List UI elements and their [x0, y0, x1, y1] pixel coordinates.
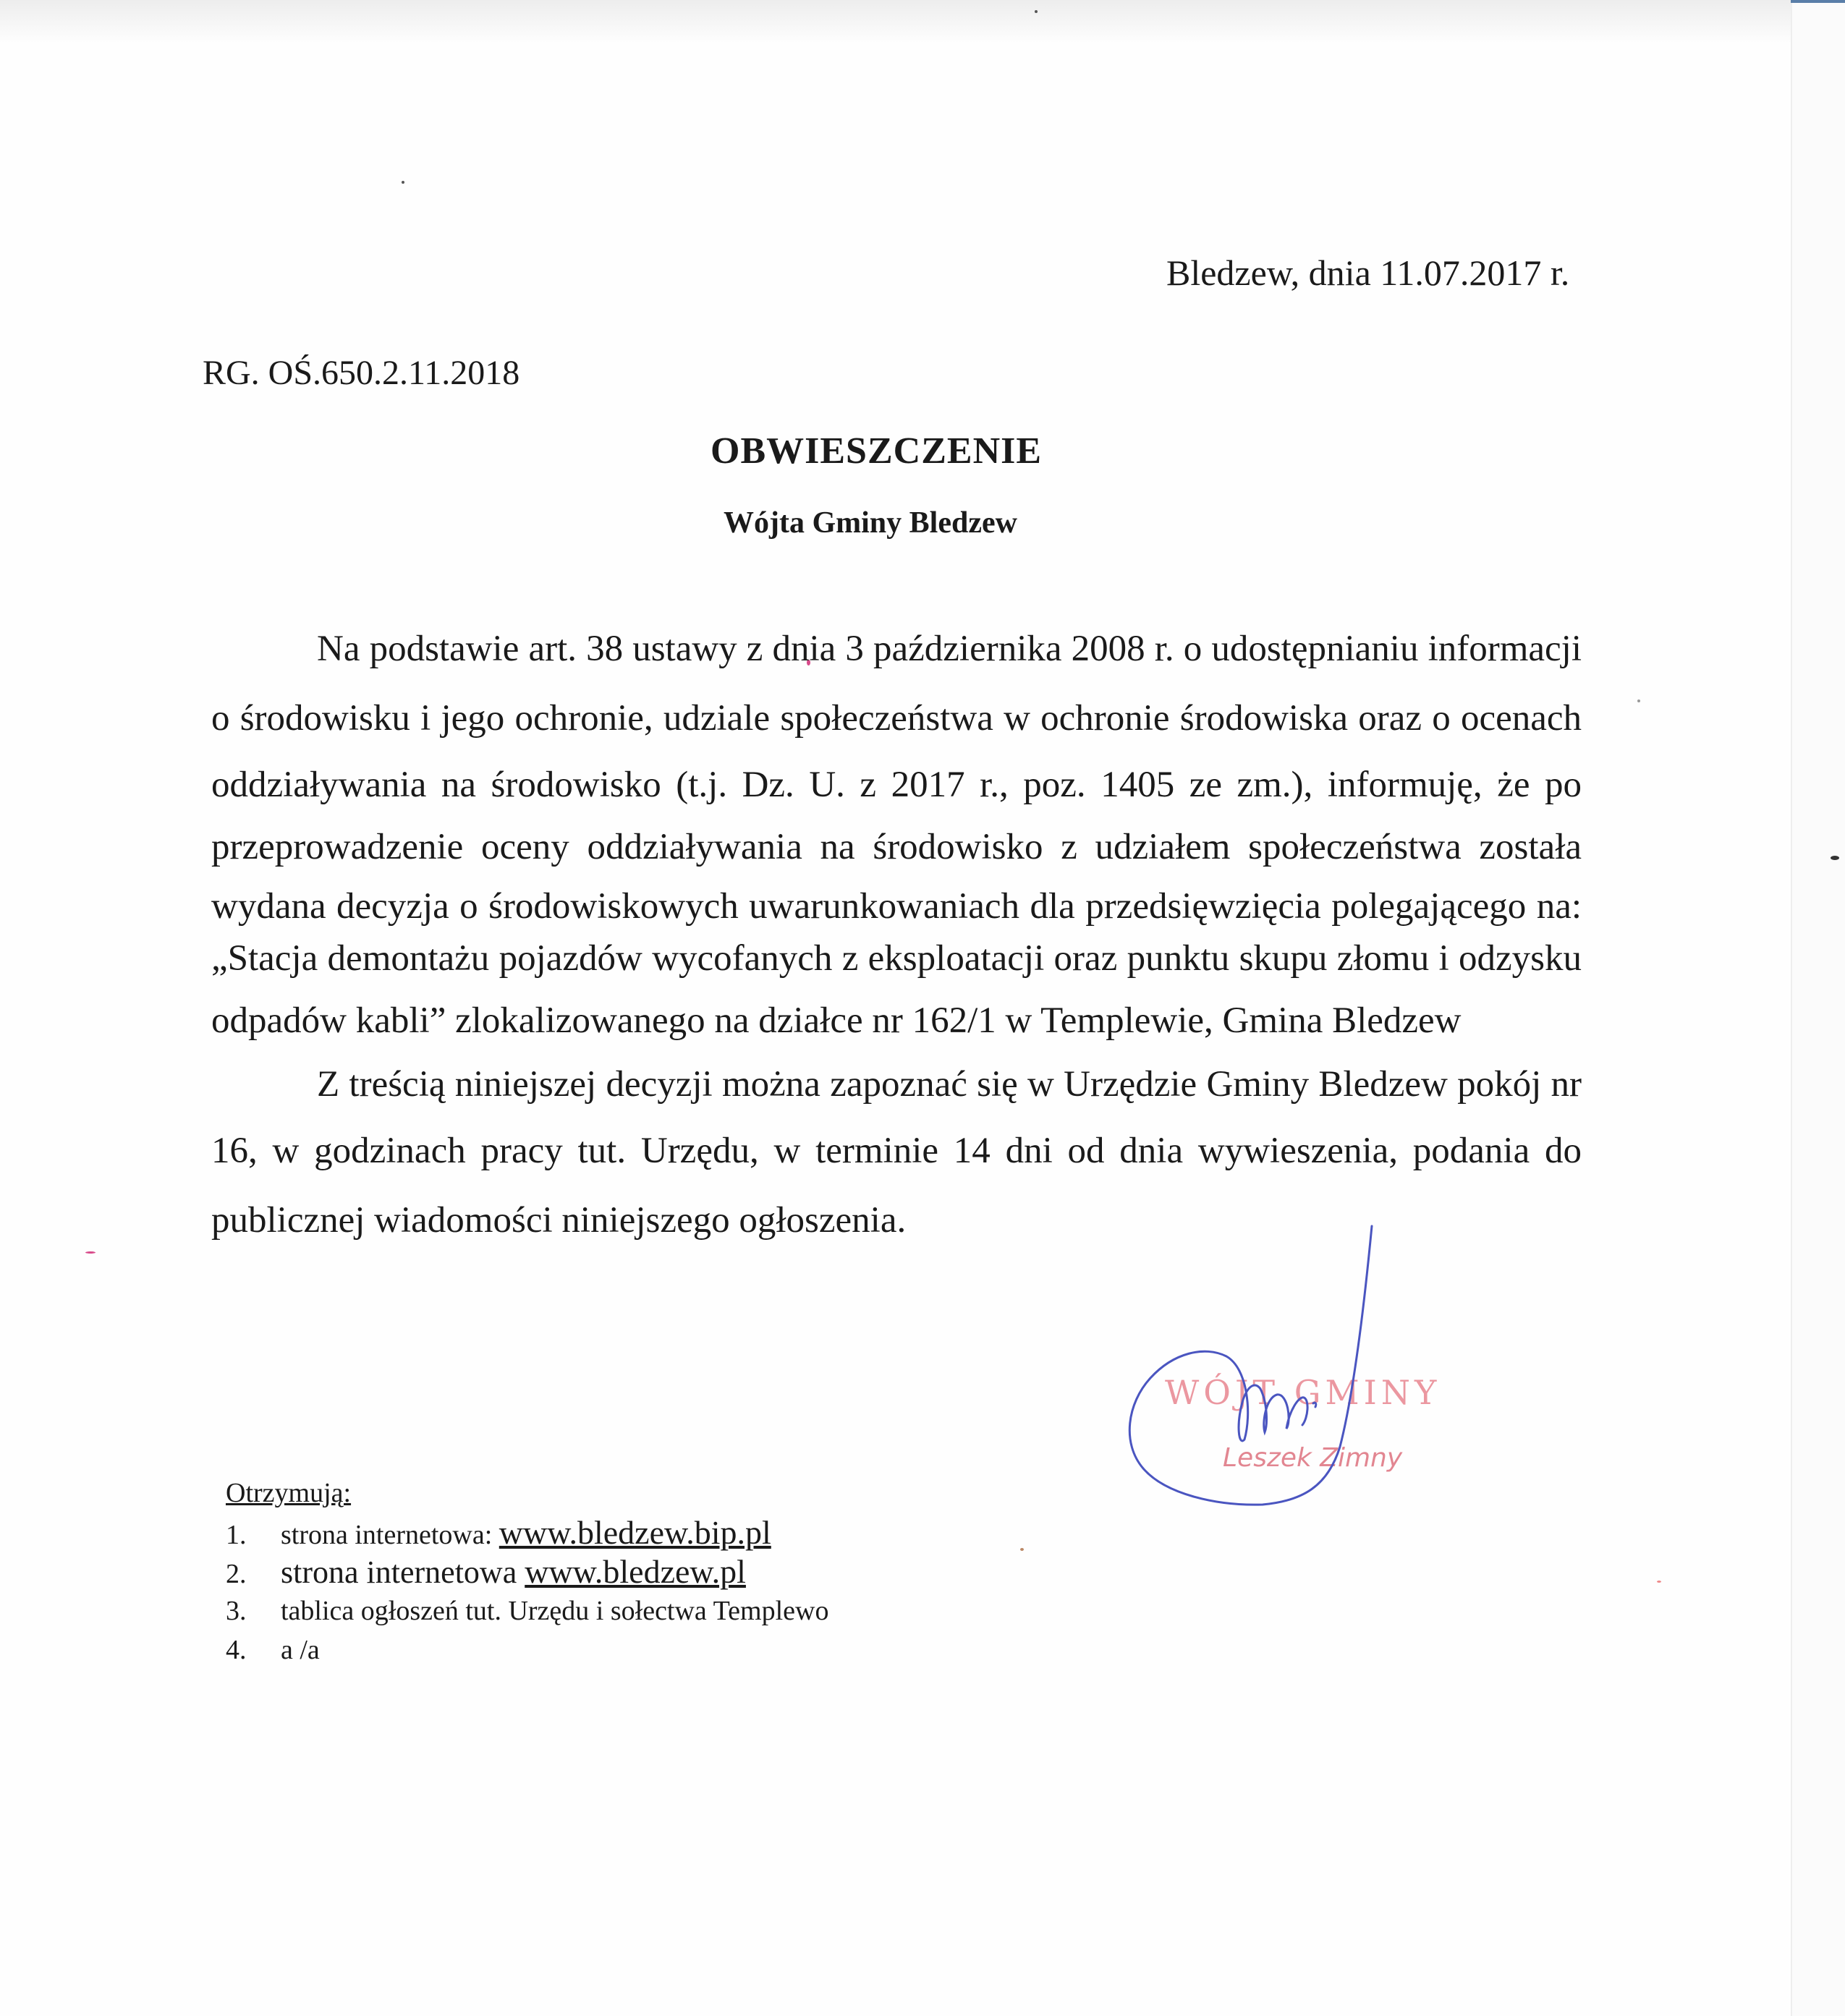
reference-number: RG. OŚ.650.2.11.2018 — [203, 354, 520, 392]
paragraph1-line: wydana decyzja o środowiskowych uwarunkowaniach dla przedsięwzięcia polegającego na: — [211, 886, 1582, 927]
scan-speck — [1637, 699, 1640, 702]
official-stamp — [1107, 1208, 1498, 1526]
paragraph2-line: publicznej wiadomości niniejszego ogłoszenia. — [211, 1200, 907, 1241]
recipient-text: a /a — [281, 1635, 320, 1665]
place-date: Bledzew, dnia 11.07.2017 r. — [1166, 252, 1570, 293]
recipient-text: tablica ogłoszeń tut. Urzędu i sołectwa Templewo — [281, 1596, 829, 1626]
stamp-name: Leszek Zimny — [1223, 1443, 1403, 1473]
recipient-number: 2. — [226, 1559, 247, 1589]
recipient-text: strona internetowa — [281, 1554, 525, 1590]
paragraph1-line: Na podstawie art. 38 ustawy z dnia 3 października 2008 r. o udostępnianiu informacji — [317, 629, 1582, 669]
paragraph1-line: odpadów kabli” zlokalizowanego na działce nr 162/1 w Templewie, Gmina Bledzew — [211, 1000, 1462, 1041]
document-subtitle: Wójta Gminy Bledzew — [724, 506, 1017, 540]
signature-icon — [1107, 1208, 1498, 1526]
scan-edge-mark — [1791, 0, 1845, 3]
scan-speck — [1657, 1581, 1661, 1583]
document-title: OBWIESZCZENIE — [711, 430, 1043, 472]
recipient-number: 1. — [226, 1520, 247, 1550]
scan-speck — [1035, 10, 1038, 13]
recipient-item — [226, 1636, 320, 1664]
paragraph1-line: przeprowadzenie oceny oddziaływania na środowisko z udziałem społeczeństwa została — [211, 827, 1582, 867]
paragraph2-line: Z treścią niniejszej decyzji można zapoznać się w Urzędzie Gminy Bledzew pokój nr — [317, 1064, 1582, 1105]
scan-speck — [402, 181, 404, 184]
scan-speck — [1831, 856, 1839, 860]
recipient-link[interactable]: www.bledzew.pl — [525, 1553, 746, 1590]
recipient-text: strona internetowa: — [281, 1520, 499, 1550]
recipient-number: 3. — [226, 1596, 247, 1626]
scan-speck — [85, 1251, 96, 1254]
stamp-title: WÓJT GMINY — [1165, 1373, 1441, 1412]
recipients-title: Otrzymują: — [226, 1478, 352, 1508]
paragraph1-line: „Stacja demontażu pojazdów wycofanych z eksploatacji oraz punktu skupu złomu i odzysku — [211, 938, 1582, 979]
recipient-item — [226, 1555, 746, 1588]
scan-speck — [1020, 1548, 1024, 1551]
recipient-item — [226, 1516, 771, 1549]
paragraph1-line: oddziaływania na środowisko (t.j. Dz. U. z 2017 r., poz. 1405 ze zm.), informuję, że po — [211, 765, 1582, 805]
scan-shadow — [0, 0, 1791, 43]
paragraph2-line: 16, w godzinach pracy tut. Urzędu, w terminie 14 dni od dnia wywieszenia, podania do — [211, 1131, 1582, 1171]
recipient-number: 4. — [226, 1635, 247, 1665]
scan-edge — [1791, 0, 1845, 2016]
paragraph1-line: o środowisku i jego ochronie, udziale społeczeństwa w ochronie środowiska oraz o ocenach — [211, 698, 1582, 739]
recipient-link[interactable]: www.bledzew.bip.pl — [499, 1514, 771, 1551]
recipient-item — [226, 1597, 828, 1625]
